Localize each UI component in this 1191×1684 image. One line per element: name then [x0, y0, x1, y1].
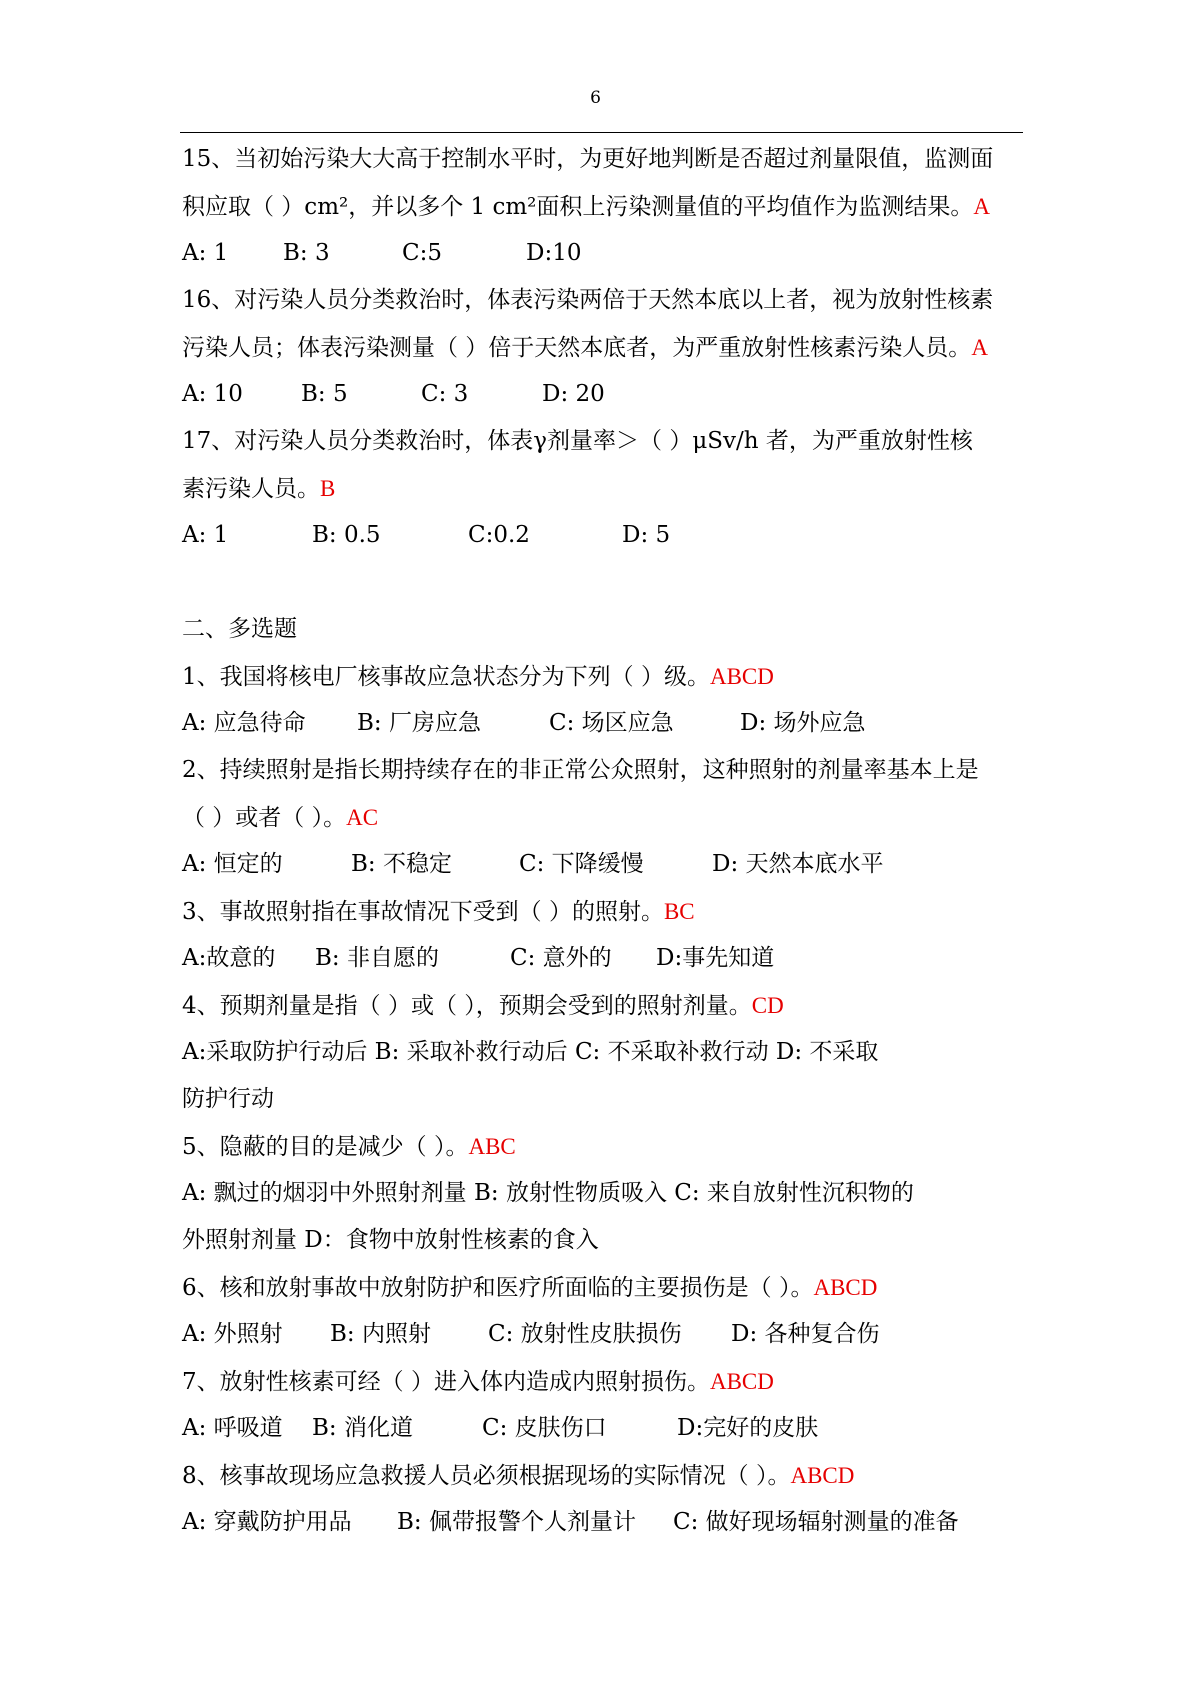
option-c: C: 皮肤伤口	[482, 1415, 607, 1441]
option-d: D:事先知道	[656, 945, 775, 971]
multi-question-8-text: 8、核事故现场应急救援人员必须根据现场的实际情况（ ）。	[182, 1463, 791, 1489]
option-d: D: 20	[542, 381, 605, 407]
question-15-options	[182, 230, 1022, 277]
question-16-options	[182, 371, 1022, 418]
multi-question-4-options-line-2: 防护行动	[182, 1086, 274, 1112]
multi-question-4	[182, 982, 1022, 1029]
option-d: D: 5	[622, 522, 671, 548]
option-b: B: 佩带报警个人剂量计	[397, 1509, 636, 1535]
option-c: C: 3	[421, 381, 469, 407]
multi-question-1-answer: ABCD	[709, 664, 774, 689]
multi-question-1-options	[182, 700, 1022, 747]
question-17-text: 素污染人员。	[182, 476, 320, 502]
multi-question-7	[182, 1358, 1022, 1405]
option-d: D:完好的皮肤	[677, 1415, 819, 1441]
option-b: B: 5	[301, 381, 348, 407]
section-title: 二、多选题	[182, 616, 297, 642]
multi-question-7-text: 7、放射性核素可经（ ）进入体内造成内照射损伤。	[182, 1369, 710, 1395]
option-a: A:故意的	[182, 945, 276, 971]
question-16-text: 污染人员；体表污染测量（ ）倍于天然本底者，为严重放射性核素污染人员。	[182, 335, 972, 361]
header-rule	[180, 132, 1023, 133]
multi-question-4-options-line-1: A:采取防护行动后 B: 采取补救行动后 C: 不采取补救行动 D: 不采取	[182, 1039, 879, 1065]
multi-question-3-options	[182, 935, 1022, 982]
section-gap	[182, 559, 1022, 606]
multi-question-5-answer: ABC	[468, 1134, 516, 1159]
option-a: A: 1	[182, 522, 229, 548]
multi-question-5-text: 5、隐蔽的目的是减少（ ）。	[182, 1134, 469, 1160]
multi-question-1-text: 1、我国将核电厂核事故应急状态分为下列（ ）级。	[182, 664, 710, 690]
option-a: A: 外照射	[182, 1321, 283, 1347]
option-b: B: 3	[283, 240, 330, 266]
multi-question-5-options-line-2: 外照射剂量 D：食物中放射性核素的食入	[182, 1227, 599, 1253]
option-a: A: 恒定的	[182, 851, 283, 877]
question-15-line-2	[182, 183, 1022, 230]
multi-question-2-line-1: 2、持续照射是指长期持续存在的非正常公众照射，这种照射的剂量率基本上是	[182, 757, 979, 783]
question-17-line-2	[182, 465, 1022, 512]
option-b: B: 不稳定	[351, 851, 452, 877]
multi-question-2-answer: AC	[346, 805, 379, 830]
multi-question-6	[182, 1264, 1022, 1311]
option-c: C:0.2	[468, 522, 530, 548]
multi-question-8	[182, 1452, 1022, 1499]
option-b: B: 非自愿的	[315, 945, 439, 971]
option-c: C:5	[402, 240, 442, 266]
option-c: C: 下降缓慢	[519, 851, 644, 877]
multi-question-3	[182, 888, 1022, 935]
question-15-text: 积应取（ ）cm²，并以多个 1 cm²面积上污染测量值的平均值作为监测结果。	[182, 194, 974, 220]
option-d: D: 天然本底水平	[712, 851, 884, 877]
option-d: D: 场外应急	[740, 710, 866, 736]
question-17-line-1: 17、对污染人员分类救治时，体表γ剂量率＞（ ）μSv/h 者，为严重放射性核	[182, 428, 973, 454]
multi-question-1	[182, 653, 1022, 700]
multi-question-8-options	[182, 1499, 1022, 1546]
multi-question-7-options	[182, 1405, 1022, 1452]
option-d: D:10	[526, 240, 582, 266]
option-b: B: 厂房应急	[357, 710, 481, 736]
option-c: C: 意外的	[510, 945, 612, 971]
multi-question-3-answer: BC	[663, 899, 695, 924]
option-b: B: 0.5	[312, 522, 381, 548]
multi-question-7-answer: ABCD	[709, 1369, 774, 1394]
question-16-line-2	[182, 324, 1022, 371]
multi-question-6-options	[182, 1311, 1022, 1358]
multi-question-2-text: （ ）或者（ ）。	[182, 805, 347, 831]
question-16-answer: A	[971, 335, 988, 360]
multi-question-2-line-2	[182, 794, 1022, 841]
question-15-line-1: 15、当初始污染大大高于控制水平时，为更好地判断是否超过剂量限值，监测面	[182, 146, 994, 172]
option-a: A: 呼吸道	[182, 1415, 283, 1441]
option-a: A: 10	[182, 381, 243, 407]
option-b: B: 消化道	[312, 1415, 413, 1441]
option-a: A: 1	[182, 240, 229, 266]
option-c: C: 场区应急	[549, 710, 674, 736]
multi-question-2-options	[182, 841, 1022, 888]
option-c: C: 放射性皮肤损伤	[488, 1321, 682, 1347]
page-number: 6	[590, 88, 601, 108]
option-d: D: 各种复合伤	[731, 1321, 880, 1347]
multi-question-6-answer: ABCD	[813, 1275, 878, 1300]
multi-question-4-text: 4、预期剂量是指（ ）或（ ），预期会受到的照射剂量。	[182, 993, 752, 1019]
option-a: A: 应急待命	[182, 710, 306, 736]
multi-question-5	[182, 1123, 1022, 1170]
option-c: C: 做好现场辐射测量的准备	[673, 1509, 959, 1535]
multi-question-4-answer: CD	[751, 993, 784, 1018]
multi-question-5-options-line-1: A: 飘过的烟羽中外照射剂量 B: 放射性物质吸入 C: 来自放射性沉积物的	[182, 1180, 914, 1206]
question-17-options	[182, 512, 1022, 559]
question-17-answer: B	[320, 476, 336, 501]
question-16-line-1: 16、对污染人员分类救治时，体表污染两倍于天然本底以上者，视为放射性核素	[182, 287, 994, 313]
question-15-answer: A	[973, 194, 991, 219]
multi-question-3-text: 3、事故照射指在事故情况下受到（ ）的照射。	[182, 899, 664, 925]
option-a: A: 穿戴防护用品	[182, 1509, 352, 1535]
document-body	[182, 136, 1022, 1546]
option-b: B: 内照射	[330, 1321, 431, 1347]
multi-question-6-text: 6、核和放射事故中放射防护和医疗所面临的主要损伤是（ ）。	[182, 1275, 814, 1301]
multi-question-8-answer: ABCD	[790, 1463, 855, 1488]
